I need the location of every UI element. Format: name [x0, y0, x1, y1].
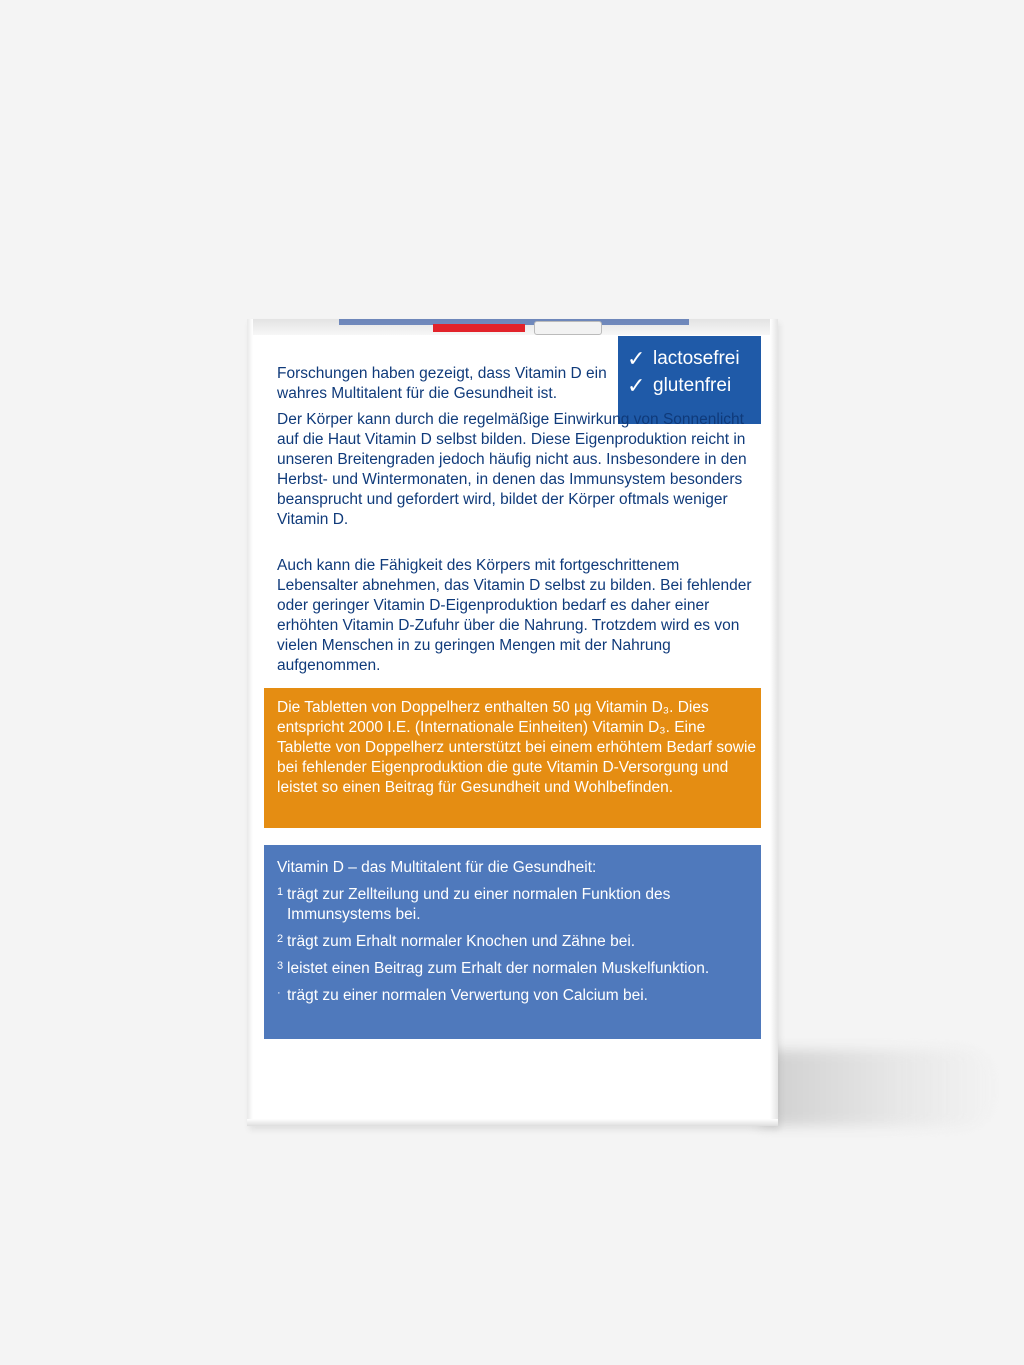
claim-marker: 1 [277, 886, 284, 898]
lid-print-logo [534, 321, 602, 335]
paragraph-age: Auch kann die Fähigkeit des Körpers mit fortgeschrittenem Lebensalter abnehmen, das Vitamin D selbst zu bilden. Bei fehlender oder geringer Vitamin D-Eigenproduktion bedarf es daher einer erhöhten Vitamin D-Zufuhr über die Nahrung. Trotzdem wird es von vielen Menschen in zu geringen Mengen mit der Nahrung aufgenommen. [277, 557, 752, 674]
box-top-lid [247, 319, 778, 335]
check-icon: ✓ [627, 345, 646, 371]
claim-text: leistet einen Beitrag zum Erhalt der normalen Muskelfunktion. [287, 960, 710, 977]
health-claims-box [264, 845, 761, 1039]
box-bottom-edge [247, 1119, 778, 1126]
product-box-back [247, 319, 778, 1126]
badge-label: glutenfrei [653, 374, 732, 396]
health-claim [277, 959, 761, 979]
claim-text: trägt zu einer normalen Verwertung von Calcium bei. [287, 987, 648, 1004]
badge-label: lactosefrei [653, 347, 740, 369]
dosage-info-box [264, 688, 761, 828]
box-right-edge [770, 319, 778, 1126]
health-claim [277, 885, 761, 925]
health-claim [277, 932, 761, 952]
box-shadow [760, 1050, 1000, 1126]
lid-print-red [433, 324, 525, 332]
paragraph-sunlight: Der Körper kann durch die regelmäßige Einwirkung von Sonnenlicht auf die Haut Vitamin D selbst bilden. Diese Eigenproduktion reicht in unseren Breitengraden jedoch häufig nicht aus. Insbesondere in den Herbst- und Wintermonaten, in denen das Immunsystem besonders beansprucht und gefordert wird, bildet der Körper oftmals weniger Vitamin D. [277, 411, 747, 528]
badge-row-gluten [618, 372, 761, 399]
claim-text: trägt zum Erhalt normaler Knochen und Zähne bei. [287, 933, 636, 950]
box-left-edge [247, 319, 253, 1126]
claim-text: trägt zur Zellteilung und zu einer normalen Funktion des Immunsystems bei. [287, 886, 671, 923]
health-claim [277, 986, 761, 1006]
claim-marker: 3 [277, 960, 284, 972]
claim-marker: 2 [277, 933, 284, 945]
claim-marker: · [277, 987, 281, 999]
badge-row-lactose [618, 345, 761, 372]
intro-text: Forschungen haben gezeigt, dass Vitamin D ein wahres Multitalent für die Gesundheit ist. [277, 365, 607, 402]
dosage-info-text: Die Tabletten von Doppelherz enthalten 50 µg Vitamin D₃. Dies entspricht 2000 I.E. (Internationale Einheiten) Vitamin D₃. Eine Tablette von Doppelherz unterstützt bei einem erhöhtem Bedarf sowie bei fehlender Eigenproduktion die gute Vitamin D-Versorgung und leistet so einen Beitrag für Gesundheit und Wohlbefinden. [277, 699, 757, 796]
health-claims-title: Vitamin D – das Multitalent für die Gesundheit: [277, 859, 597, 876]
check-icon: ✓ [627, 372, 646, 398]
